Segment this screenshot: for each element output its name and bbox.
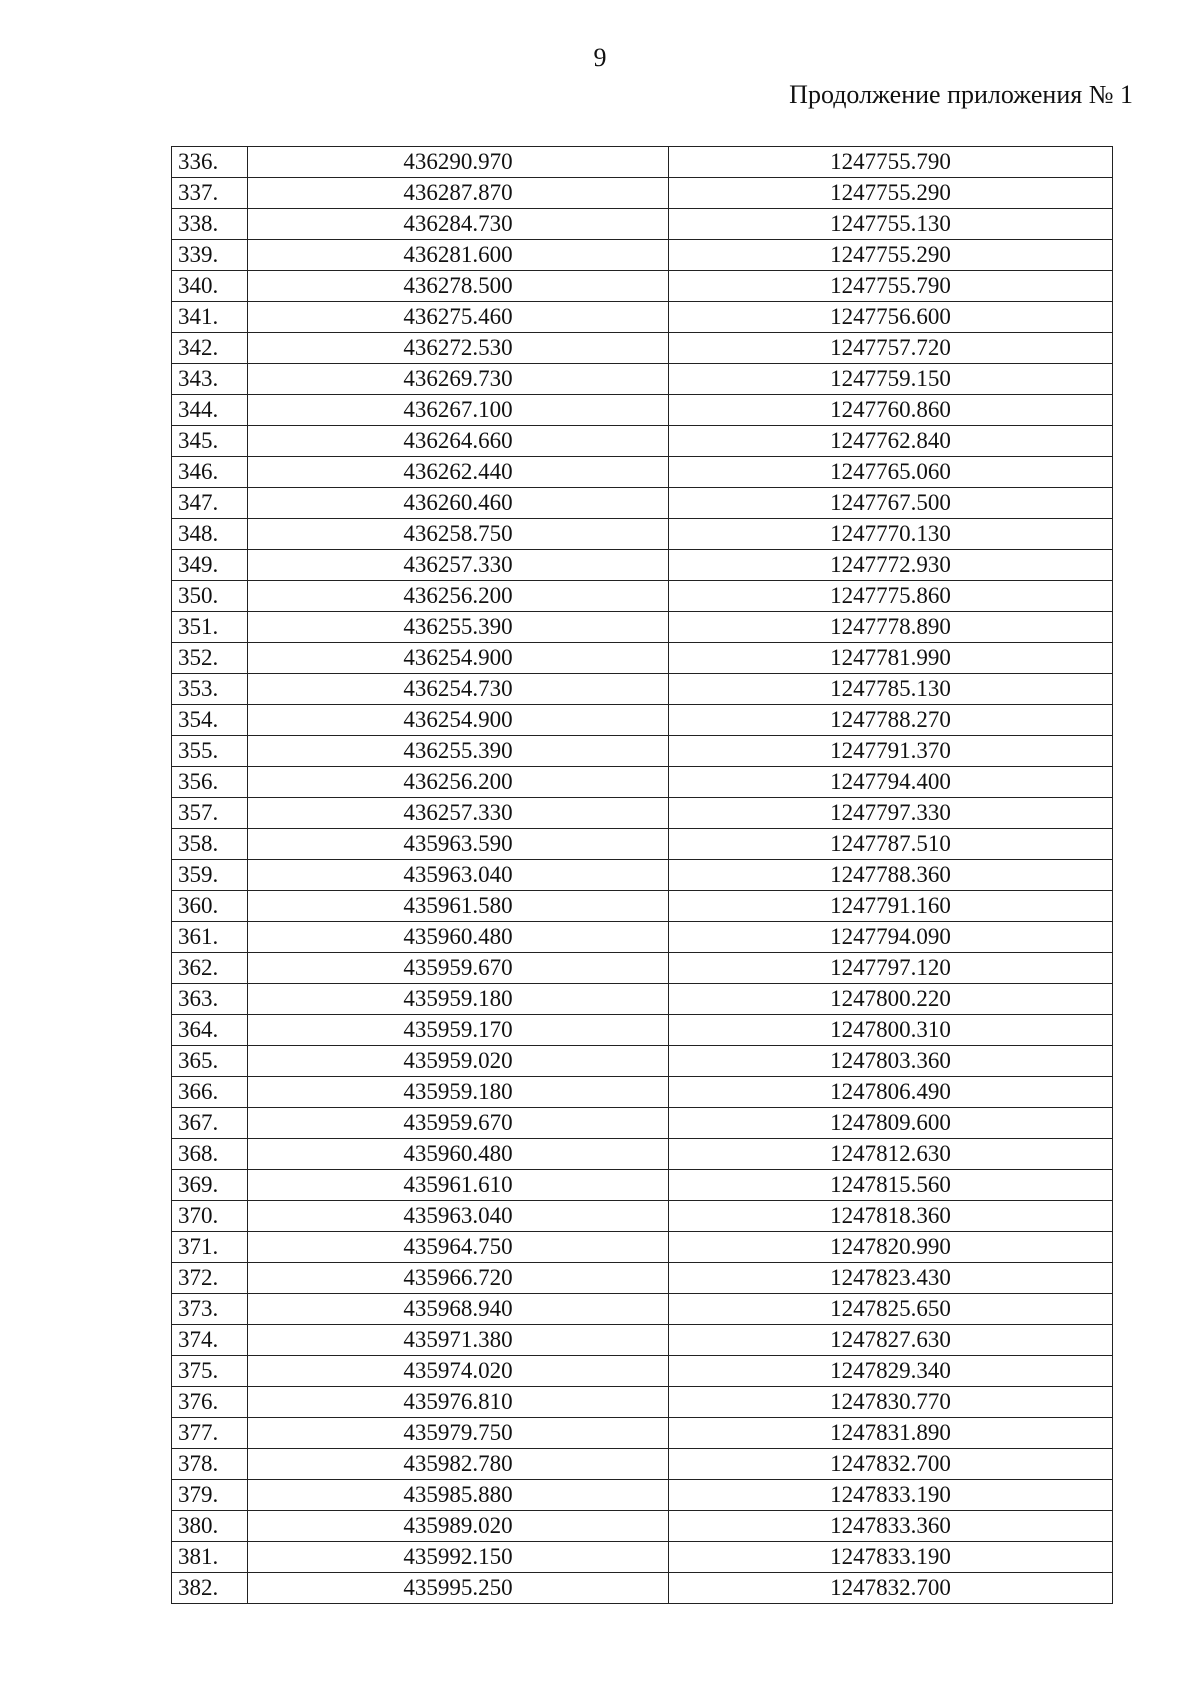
y-coordinate-cell: 1247797.120 xyxy=(669,953,1113,984)
x-coordinate-cell: 435960.480 xyxy=(248,1139,669,1170)
point-number-cell: 370. xyxy=(172,1201,248,1232)
x-coordinate-cell: 435963.040 xyxy=(248,860,669,891)
table-row xyxy=(172,302,1113,333)
y-coordinate-cell: 1247800.220 xyxy=(669,984,1113,1015)
x-coordinate-cell: 436269.730 xyxy=(248,364,669,395)
y-coordinate-cell: 1247815.560 xyxy=(669,1170,1113,1201)
y-coordinate-cell: 1247788.360 xyxy=(669,860,1113,891)
point-number-cell: 339. xyxy=(172,240,248,271)
y-coordinate-cell: 1247785.130 xyxy=(669,674,1113,705)
point-number-cell: 354. xyxy=(172,705,248,736)
point-number-cell: 374. xyxy=(172,1325,248,1356)
continuation-label: Продолжение приложения № 1 xyxy=(789,80,1133,109)
x-coordinate-cell: 436254.730 xyxy=(248,674,669,705)
y-coordinate-cell: 1247755.290 xyxy=(669,178,1113,209)
y-coordinate-cell: 1247832.700 xyxy=(669,1573,1113,1604)
x-coordinate-cell: 435992.150 xyxy=(248,1542,669,1573)
point-number-cell: 371. xyxy=(172,1232,248,1263)
point-number-cell: 361. xyxy=(172,922,248,953)
table-row xyxy=(172,457,1113,488)
y-coordinate-cell: 1247778.890 xyxy=(669,612,1113,643)
x-coordinate-cell: 435959.670 xyxy=(248,953,669,984)
table-row xyxy=(172,1232,1113,1263)
table-row xyxy=(172,147,1113,178)
point-number-cell: 362. xyxy=(172,953,248,984)
point-number-cell: 350. xyxy=(172,581,248,612)
x-coordinate-cell: 436257.330 xyxy=(248,798,669,829)
table-row xyxy=(172,333,1113,364)
x-coordinate-cell: 436255.390 xyxy=(248,612,669,643)
y-coordinate-cell: 1247767.500 xyxy=(669,488,1113,519)
x-coordinate-cell: 436287.870 xyxy=(248,178,669,209)
point-number-cell: 368. xyxy=(172,1139,248,1170)
x-coordinate-cell: 436256.200 xyxy=(248,767,669,798)
table-row xyxy=(172,1387,1113,1418)
x-coordinate-cell: 435960.480 xyxy=(248,922,669,953)
table-row xyxy=(172,1480,1113,1511)
x-coordinate-cell: 435964.750 xyxy=(248,1232,669,1263)
table-row xyxy=(172,643,1113,674)
point-number-cell: 376. xyxy=(172,1387,248,1418)
table-row xyxy=(172,1294,1113,1325)
y-coordinate-cell: 1247765.060 xyxy=(669,457,1113,488)
point-number-cell: 379. xyxy=(172,1480,248,1511)
table-row xyxy=(172,1139,1113,1170)
point-number-cell: 349. xyxy=(172,550,248,581)
y-coordinate-cell: 1247762.840 xyxy=(669,426,1113,457)
y-coordinate-cell: 1247775.860 xyxy=(669,581,1113,612)
table-row xyxy=(172,829,1113,860)
x-coordinate-cell: 436278.500 xyxy=(248,271,669,302)
table-row xyxy=(172,178,1113,209)
y-coordinate-cell: 1247759.150 xyxy=(669,364,1113,395)
table-row xyxy=(172,767,1113,798)
point-number-cell: 343. xyxy=(172,364,248,395)
x-coordinate-cell: 436275.460 xyxy=(248,302,669,333)
table-row xyxy=(172,1511,1113,1542)
y-coordinate-cell: 1247823.430 xyxy=(669,1263,1113,1294)
point-number-cell: 359. xyxy=(172,860,248,891)
point-number-cell: 373. xyxy=(172,1294,248,1325)
x-coordinate-cell: 435959.670 xyxy=(248,1108,669,1139)
table-row xyxy=(172,1201,1113,1232)
x-coordinate-cell: 435968.940 xyxy=(248,1294,669,1325)
page-number: 9 xyxy=(593,43,607,72)
point-number-cell: 365. xyxy=(172,1046,248,1077)
coordinates-table-body xyxy=(172,147,1113,1604)
point-number-cell: 380. xyxy=(172,1511,248,1542)
x-coordinate-cell: 435989.020 xyxy=(248,1511,669,1542)
table-row xyxy=(172,953,1113,984)
point-number-cell: 342. xyxy=(172,333,248,364)
table-row xyxy=(172,364,1113,395)
x-coordinate-cell: 435985.880 xyxy=(248,1480,669,1511)
point-number-cell: 340. xyxy=(172,271,248,302)
y-coordinate-cell: 1247755.290 xyxy=(669,240,1113,271)
point-number-cell: 360. xyxy=(172,891,248,922)
y-coordinate-cell: 1247800.310 xyxy=(669,1015,1113,1046)
x-coordinate-cell: 435982.780 xyxy=(248,1449,669,1480)
y-coordinate-cell: 1247812.630 xyxy=(669,1139,1113,1170)
point-number-cell: 353. xyxy=(172,674,248,705)
x-coordinate-cell: 436290.970 xyxy=(248,147,669,178)
y-coordinate-cell: 1247755.790 xyxy=(669,147,1113,178)
table-row xyxy=(172,891,1113,922)
point-number-cell: 378. xyxy=(172,1449,248,1480)
table-row xyxy=(172,798,1113,829)
table-row xyxy=(172,519,1113,550)
y-coordinate-cell: 1247788.270 xyxy=(669,705,1113,736)
point-number-cell: 366. xyxy=(172,1077,248,1108)
x-coordinate-cell: 436255.390 xyxy=(248,736,669,767)
table-row xyxy=(172,922,1113,953)
x-coordinate-cell: 436281.600 xyxy=(248,240,669,271)
x-coordinate-cell: 436254.900 xyxy=(248,643,669,674)
point-number-cell: 348. xyxy=(172,519,248,550)
point-number-cell: 346. xyxy=(172,457,248,488)
x-coordinate-cell: 436267.100 xyxy=(248,395,669,426)
x-coordinate-cell: 436258.750 xyxy=(248,519,669,550)
point-number-cell: 355. xyxy=(172,736,248,767)
y-coordinate-cell: 1247833.190 xyxy=(669,1480,1113,1511)
table-row xyxy=(172,1015,1113,1046)
table-row xyxy=(172,1325,1113,1356)
point-number-cell: 372. xyxy=(172,1263,248,1294)
x-coordinate-cell: 435959.170 xyxy=(248,1015,669,1046)
table-row xyxy=(172,1573,1113,1604)
x-coordinate-cell: 435979.750 xyxy=(248,1418,669,1449)
y-coordinate-cell: 1247806.490 xyxy=(669,1077,1113,1108)
y-coordinate-cell: 1247757.720 xyxy=(669,333,1113,364)
point-number-cell: 381. xyxy=(172,1542,248,1573)
point-number-cell: 357. xyxy=(172,798,248,829)
table-row xyxy=(172,1170,1113,1201)
point-number-cell: 369. xyxy=(172,1170,248,1201)
x-coordinate-cell: 435974.020 xyxy=(248,1356,669,1387)
x-coordinate-cell: 435959.180 xyxy=(248,984,669,1015)
table-row xyxy=(172,674,1113,705)
table-row xyxy=(172,581,1113,612)
x-coordinate-cell: 435959.180 xyxy=(248,1077,669,1108)
y-coordinate-cell: 1247770.130 xyxy=(669,519,1113,550)
y-coordinate-cell: 1247827.630 xyxy=(669,1325,1113,1356)
point-number-cell: 338. xyxy=(172,209,248,240)
point-number-cell: 341. xyxy=(172,302,248,333)
table-row xyxy=(172,271,1113,302)
point-number-cell: 382. xyxy=(172,1573,248,1604)
table-row xyxy=(172,395,1113,426)
table-row xyxy=(172,612,1113,643)
y-coordinate-cell: 1247797.330 xyxy=(669,798,1113,829)
point-number-cell: 344. xyxy=(172,395,248,426)
table-row xyxy=(172,705,1113,736)
x-coordinate-cell: 435995.250 xyxy=(248,1573,669,1604)
point-number-cell: 358. xyxy=(172,829,248,860)
point-number-cell: 337. xyxy=(172,178,248,209)
coordinates-table xyxy=(171,146,1113,1604)
point-number-cell: 375. xyxy=(172,1356,248,1387)
y-coordinate-cell: 1247791.370 xyxy=(669,736,1113,767)
y-coordinate-cell: 1247755.130 xyxy=(669,209,1113,240)
y-coordinate-cell: 1247772.930 xyxy=(669,550,1113,581)
x-coordinate-cell: 435963.040 xyxy=(248,1201,669,1232)
x-coordinate-cell: 435963.590 xyxy=(248,829,669,860)
y-coordinate-cell: 1247833.360 xyxy=(669,1511,1113,1542)
point-number-cell: 351. xyxy=(172,612,248,643)
y-coordinate-cell: 1247791.160 xyxy=(669,891,1113,922)
point-number-cell: 377. xyxy=(172,1418,248,1449)
y-coordinate-cell: 1247781.990 xyxy=(669,643,1113,674)
table-row xyxy=(172,1418,1113,1449)
table-row xyxy=(172,1449,1113,1480)
table-row xyxy=(172,1108,1113,1139)
y-coordinate-cell: 1247794.400 xyxy=(669,767,1113,798)
x-coordinate-cell: 436264.660 xyxy=(248,426,669,457)
table-row xyxy=(172,1263,1113,1294)
table-row xyxy=(172,1356,1113,1387)
y-coordinate-cell: 1247787.510 xyxy=(669,829,1113,860)
table-row xyxy=(172,1542,1113,1573)
x-coordinate-cell: 435961.580 xyxy=(248,891,669,922)
point-number-cell: 356. xyxy=(172,767,248,798)
y-coordinate-cell: 1247829.340 xyxy=(669,1356,1113,1387)
x-coordinate-cell: 436262.440 xyxy=(248,457,669,488)
x-coordinate-cell: 435976.810 xyxy=(248,1387,669,1418)
table-row xyxy=(172,240,1113,271)
table-row xyxy=(172,984,1113,1015)
y-coordinate-cell: 1247760.860 xyxy=(669,395,1113,426)
point-number-cell: 336. xyxy=(172,147,248,178)
y-coordinate-cell: 1247809.600 xyxy=(669,1108,1113,1139)
x-coordinate-cell: 436254.900 xyxy=(248,705,669,736)
x-coordinate-cell: 435961.610 xyxy=(248,1170,669,1201)
point-number-cell: 347. xyxy=(172,488,248,519)
point-number-cell: 367. xyxy=(172,1108,248,1139)
x-coordinate-cell: 436256.200 xyxy=(248,581,669,612)
table-row xyxy=(172,426,1113,457)
table-row xyxy=(172,1046,1113,1077)
x-coordinate-cell: 436260.460 xyxy=(248,488,669,519)
x-coordinate-cell: 436284.730 xyxy=(248,209,669,240)
point-number-cell: 352. xyxy=(172,643,248,674)
table-row xyxy=(172,736,1113,767)
point-number-cell: 363. xyxy=(172,984,248,1015)
point-number-cell: 364. xyxy=(172,1015,248,1046)
y-coordinate-cell: 1247832.700 xyxy=(669,1449,1113,1480)
y-coordinate-cell: 1247818.360 xyxy=(669,1201,1113,1232)
y-coordinate-cell: 1247820.990 xyxy=(669,1232,1113,1263)
point-number-cell: 345. xyxy=(172,426,248,457)
table-row xyxy=(172,1077,1113,1108)
y-coordinate-cell: 1247756.600 xyxy=(669,302,1113,333)
table-row xyxy=(172,209,1113,240)
y-coordinate-cell: 1247803.360 xyxy=(669,1046,1113,1077)
y-coordinate-cell: 1247755.790 xyxy=(669,271,1113,302)
x-coordinate-cell: 435959.020 xyxy=(248,1046,669,1077)
y-coordinate-cell: 1247830.770 xyxy=(669,1387,1113,1418)
y-coordinate-cell: 1247825.650 xyxy=(669,1294,1113,1325)
x-coordinate-cell: 436272.530 xyxy=(248,333,669,364)
y-coordinate-cell: 1247833.190 xyxy=(669,1542,1113,1573)
y-coordinate-cell: 1247831.890 xyxy=(669,1418,1113,1449)
y-coordinate-cell: 1247794.090 xyxy=(669,922,1113,953)
x-coordinate-cell: 435971.380 xyxy=(248,1325,669,1356)
table-row xyxy=(172,860,1113,891)
table-row xyxy=(172,488,1113,519)
table-row xyxy=(172,550,1113,581)
x-coordinate-cell: 436257.330 xyxy=(248,550,669,581)
x-coordinate-cell: 435966.720 xyxy=(248,1263,669,1294)
